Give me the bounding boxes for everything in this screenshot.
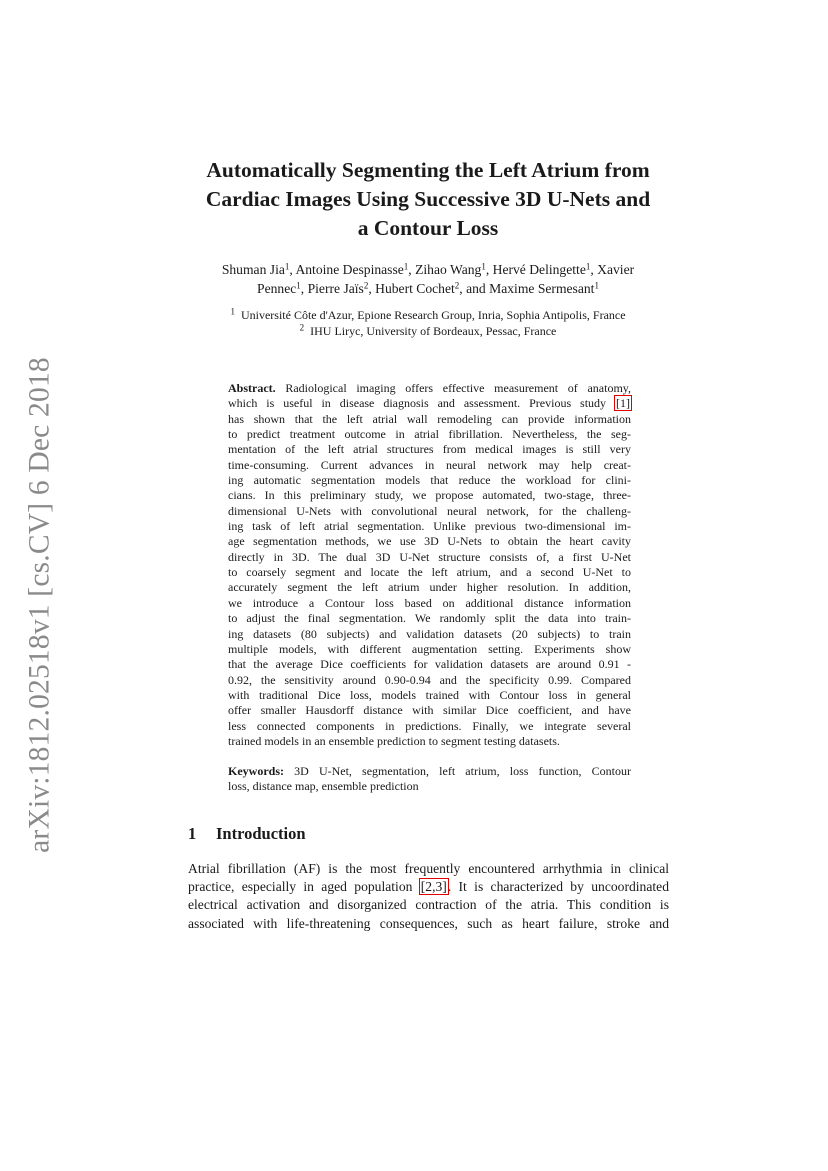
abstract-line: ing datasets (80 subjects) and validation datasets (20 subjects) to train: [228, 626, 631, 641]
abstract-line: directly in 3D. The dual 3D U-Net structure consists of, a first U-Net: [228, 549, 631, 564]
arxiv-identifier-text: arXiv:1812.02518v1 [cs.CV] 6 Dec 2018: [23, 357, 56, 853]
abstract-line: to coarsely segment and locate the left atrium, and a second U-Net to: [228, 565, 631, 580]
abstract-line: 0.92, the sensitivity around 0.90-0.94 and the specificity 0.99. Compared: [228, 672, 631, 687]
author-line: [180, 280, 676, 299]
author-separator: , Xavier: [590, 262, 635, 277]
author-separator: ,: [408, 262, 416, 277]
affiliations: [160, 308, 696, 339]
abstract-line: age segmentation methods, we use 3D U-Nets to obtain the heart cavity: [228, 534, 631, 549]
author-affiliation-mark: 2: [454, 280, 460, 290]
section-heading: [188, 824, 306, 844]
author-list: [180, 261, 676, 298]
abstract-line: ing task of left atrial segmentation. Unlike previous two-dimensional im-: [228, 519, 631, 534]
keywords-label: Keywords:: [228, 764, 284, 778]
abstract-line: multiple models, with different augmentation setting. Experiments show: [228, 641, 631, 656]
abstract-line: that the average Dice coefficients for validation datasets are around 0.91 -: [228, 657, 631, 672]
title-line: a Contour Loss: [357, 216, 499, 240]
abstract-line: time-consuming. Current advances in neural network may help creat-: [228, 457, 631, 472]
paper-title: [150, 156, 706, 243]
title-line: Automatically Segmenting the Left Atrium from: [206, 158, 650, 182]
abstract-line: we introduce a Contour loss based on additional distance information: [228, 595, 631, 610]
abstract-line: trained models in an ensemble prediction to segment testing datasets.: [228, 733, 560, 748]
author-separator: ,: [368, 280, 376, 296]
affiliation-mark: 2: [299, 322, 305, 332]
author-name: Maxime Sermesant: [489, 280, 595, 296]
author-name: Pennec: [257, 280, 297, 296]
affiliation-text: IHU Liryc, University of Bordeaux, Pessac, France: [310, 323, 557, 338]
author-separator: ,: [300, 280, 308, 296]
affiliation-line: [160, 308, 696, 324]
author-affiliation-mark: 1: [594, 280, 599, 290]
abstract-line: to predict treatment outcome in atrial fibrillation. Nevertheless, the seg-: [228, 427, 631, 442]
author-name: Pierre Jaïs: [307, 280, 364, 296]
author-affiliation-mark: 1: [284, 261, 290, 272]
section-title: Introduction: [216, 824, 306, 843]
author-affiliation-mark: 1: [296, 280, 301, 290]
body-text: . It is characterized by uncoordinated: [447, 879, 669, 895]
keywords: [228, 764, 631, 795]
author-name: Hervé Delingette: [492, 262, 586, 277]
author-affiliation-mark: 1: [403, 261, 409, 272]
abstract-line: dimensional U-Nets with convolutional neural network, for the challeng-: [228, 503, 631, 518]
abstract-line: accurately segment the left atrium under higher resolution. In addition,: [228, 580, 631, 595]
abstract-text: which is useful in disease diagnosis and assessment. Previous study: [228, 396, 607, 411]
body-line: Atrial fibrillation (AF) is the most frequently encountered arrhythmia in clinical: [188, 861, 669, 876]
author-name: Antoine Despinasse: [295, 262, 404, 277]
keywords-text: 3D U-Net, segmentation, left atrium, loss function, Contour: [294, 764, 632, 778]
keywords-line: loss, distance map, ensemble prediction: [228, 779, 419, 794]
body-text: practice, especially in aged population: [188, 879, 413, 895]
abstract-line: offer smaller Hausdorff distance with similar Dice coefficient, and have: [228, 703, 631, 718]
author-separator: ,: [289, 262, 296, 277]
author-separator: , and: [459, 280, 490, 296]
affiliation-text: Université Côte d'Azur, Epione Research Group, Inria, Sophia Antipolis, France: [240, 308, 626, 322]
abstract-line: [228, 396, 631, 411]
body-line: [188, 878, 669, 896]
affiliation-mark: 1: [230, 306, 235, 317]
author-affiliation-mark: 1: [585, 261, 591, 272]
author-name: Zihao Wang: [415, 262, 482, 277]
abstract-line: less connected components in predictions. Finally, we integrate several: [228, 718, 631, 733]
author-affiliation-mark: 1: [481, 261, 486, 272]
introduction-text: [188, 860, 669, 933]
keywords-line: [228, 764, 631, 779]
abstract-text: Radiological imaging offers effective measurement of anatomy,: [285, 381, 632, 395]
abstract-line: has shown that the left atrial wall remodeling can provide information: [228, 411, 631, 426]
author-affiliation-mark: 2: [363, 280, 369, 290]
abstract-line: [228, 381, 631, 396]
abstract-label: Abstract.: [228, 381, 276, 395]
abstract-line: ing automatic segmentation models that reduce the workload for clini-: [228, 473, 631, 488]
citation-link[interactable]: [2,3]: [420, 879, 447, 895]
author-separator: ,: [485, 262, 493, 277]
citation-link[interactable]: [1]: [616, 396, 630, 411]
abstract-line: to adjust the final segmentation. We randomly split the data into train-: [228, 611, 631, 626]
abstract-line: cians. In this preliminary study, we propose automated, two-stage, three-: [228, 488, 631, 503]
body-line: electrical activation and disorganized contraction of the atria. This condition is: [188, 897, 669, 913]
body-line: associated with life-threatening consequences, such as heart failure, stroke and: [188, 915, 669, 931]
abstract-line: with traditional Dice loss, models trained with Contour loss in general: [228, 687, 631, 702]
author-name: Shuman Jia: [221, 262, 285, 277]
abstract: [228, 381, 631, 749]
section-number: 1: [188, 824, 197, 843]
author-name: Hubert Cochet: [375, 280, 455, 296]
affiliation-line: [160, 324, 696, 340]
title-line: Cardiac Images Using Successive 3D U-Nets and: [205, 187, 651, 211]
author-line: [180, 261, 676, 280]
abstract-line: mentation of the left atrial structures from medical images is still very: [228, 442, 631, 457]
